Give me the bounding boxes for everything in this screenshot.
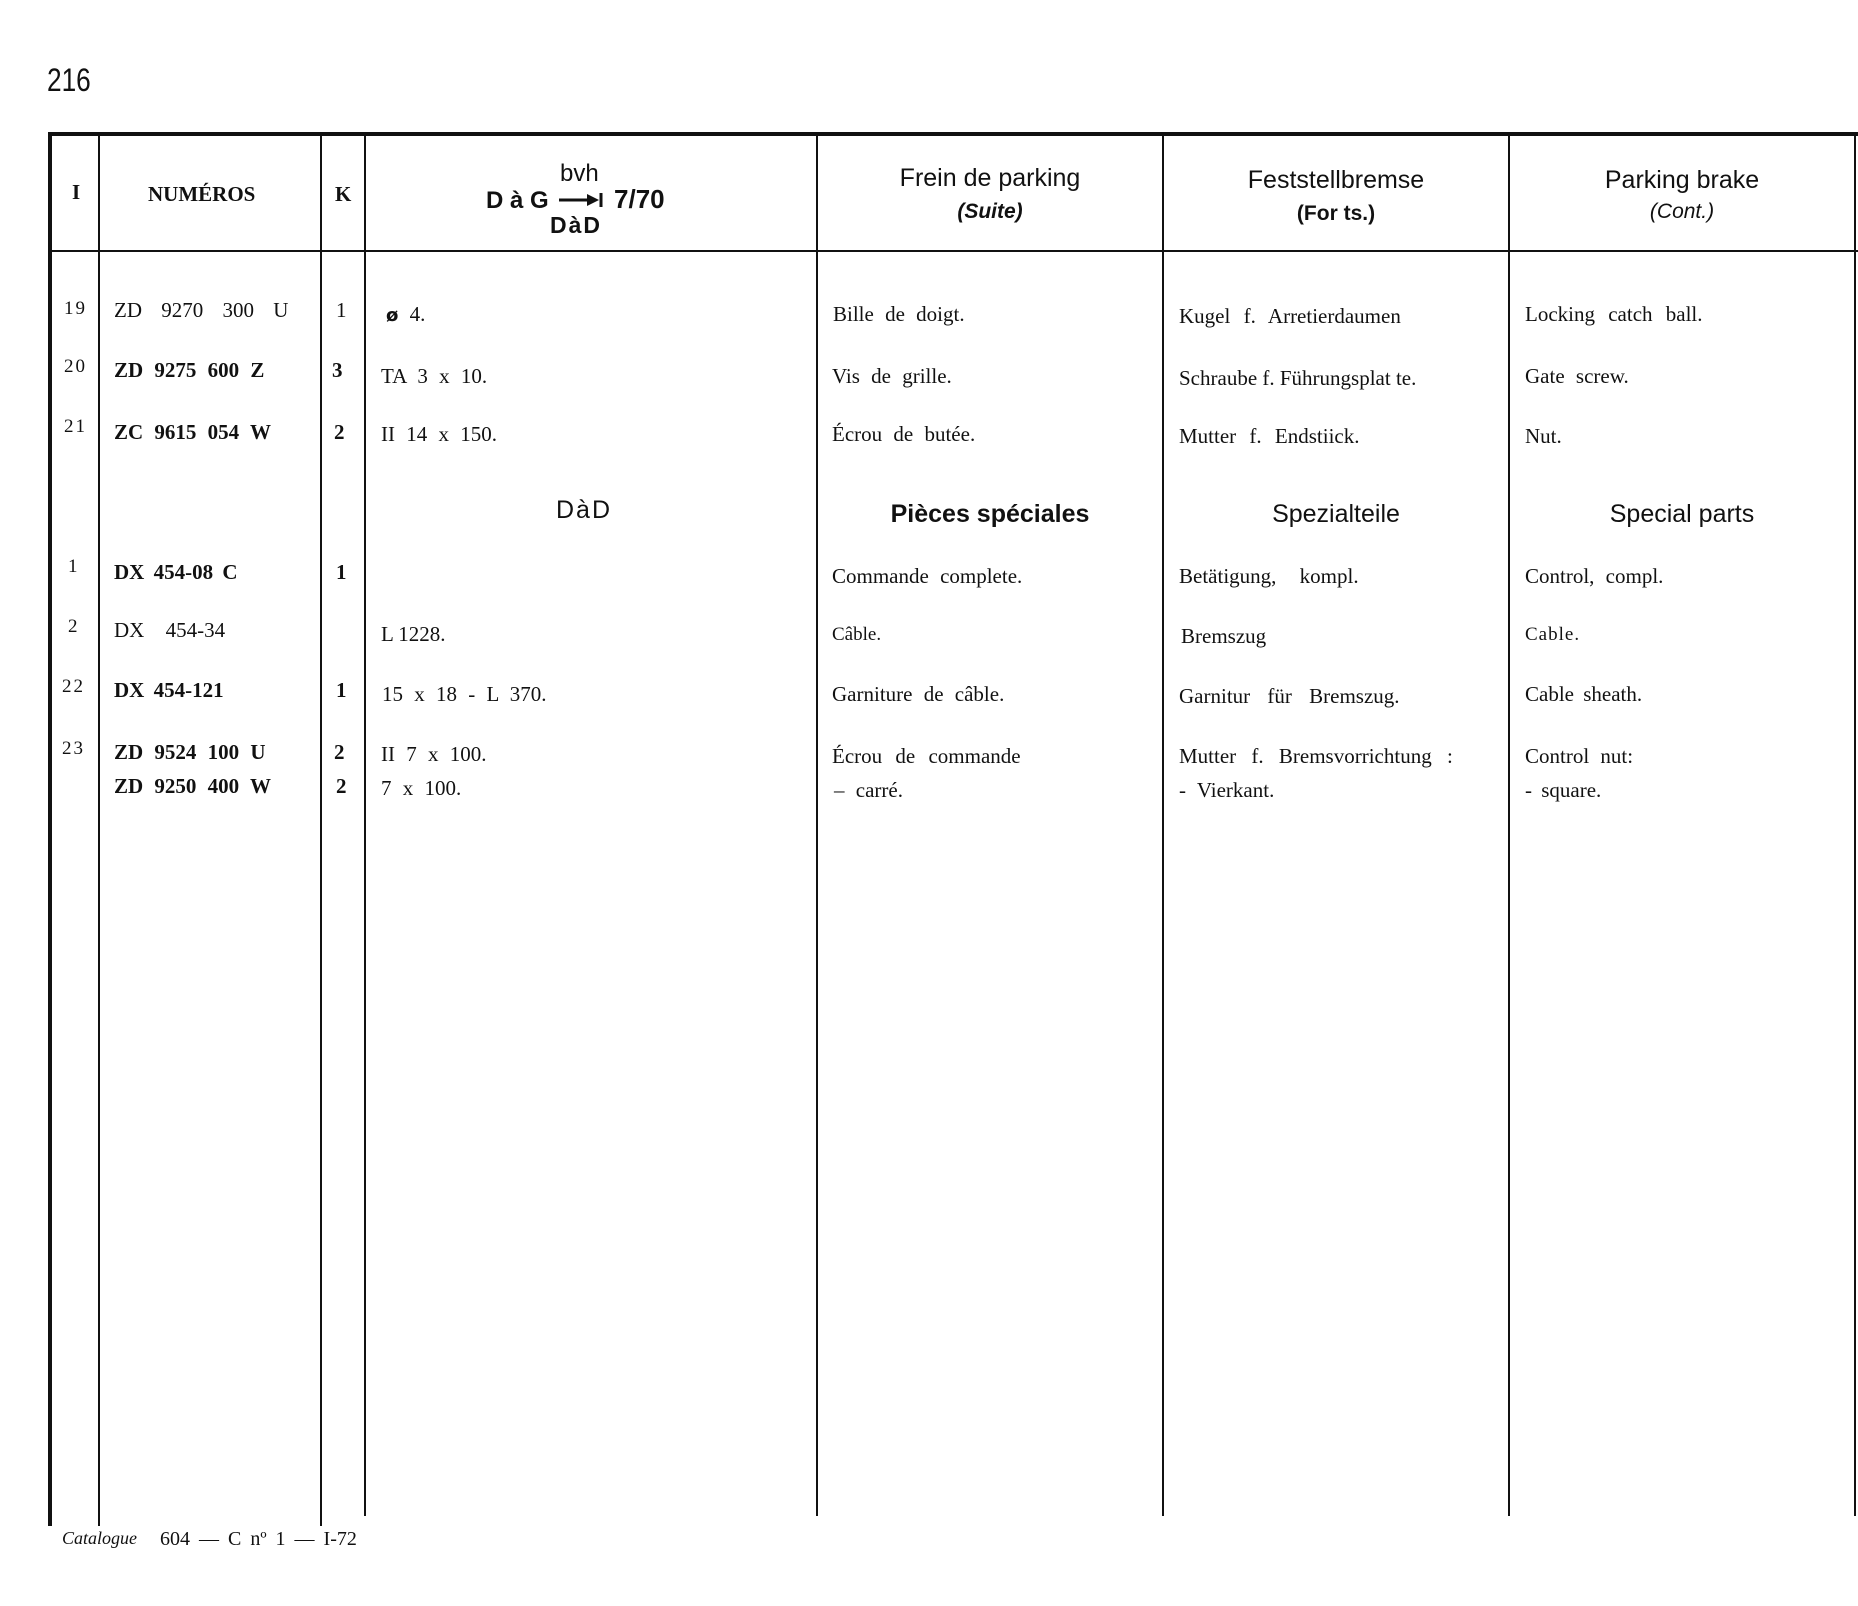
row-19-qty: 1 bbox=[336, 298, 347, 322]
row-21-de: Mutter f. Endstiick. bbox=[1179, 424, 1360, 448]
row-2-fr: Câble. bbox=[832, 624, 882, 645]
row-1-qty: 1 bbox=[336, 560, 347, 584]
row-23b-fr: – carré. bbox=[834, 778, 903, 802]
row-23b-spec: 7 x 100. bbox=[381, 776, 462, 800]
header-fr-title: Frein de parking bbox=[899, 164, 1081, 192]
col-rule-de bbox=[1162, 134, 1164, 1516]
footer-catalogue-ref: 604 — C nº 1 — I-72 bbox=[160, 1528, 357, 1550]
section-title-en: Special parts bbox=[1609, 500, 1755, 528]
row-22-index: 22 bbox=[62, 676, 85, 697]
row-22-en: Cable sheath. bbox=[1525, 682, 1643, 706]
row-20-ref: ZD 9275 600 Z bbox=[114, 358, 265, 382]
section-variant: DàD bbox=[556, 496, 613, 524]
row-23-de: Mutter f. Bremsvorrichtung : bbox=[1179, 744, 1453, 768]
header-en-sub: (Cont.) bbox=[1649, 200, 1715, 223]
row-19-index: 19 bbox=[64, 298, 87, 319]
row-22-ref: DX 454-121 bbox=[114, 678, 224, 702]
header-variant-mid bbox=[486, 184, 665, 216]
section-title-de: Spezialteile bbox=[1272, 500, 1400, 528]
row-19-fr: Bille de doigt. bbox=[833, 302, 965, 326]
header-qty: K bbox=[335, 182, 352, 206]
row-2-de: Bremszug bbox=[1181, 624, 1267, 648]
header-variant-top: bvh bbox=[560, 160, 599, 187]
col-rule-right bbox=[1854, 134, 1856, 1516]
row-22-fr: Garniture de câble. bbox=[832, 682, 1005, 706]
row-23-ref: ZD 9524 100 U bbox=[114, 740, 266, 764]
row-20-qty: 3 bbox=[332, 358, 343, 382]
row-2-en: Cable. bbox=[1525, 624, 1581, 645]
row-21-spec: II 14 x 150. bbox=[381, 422, 497, 446]
col-rule-variant bbox=[364, 134, 366, 1516]
row-1-ref: DX 454-08 C bbox=[114, 560, 238, 584]
col-rule-fr bbox=[816, 134, 818, 1516]
header-numbers: NUMÉROS bbox=[148, 182, 256, 206]
row-21-ref: ZC 9615 054 W bbox=[114, 420, 272, 444]
header-de-sub: (For ts.) bbox=[1296, 202, 1376, 225]
row-20-fr: Vis de grille. bbox=[832, 364, 952, 388]
row-21-fr: Écrou de butée. bbox=[832, 422, 976, 446]
row-23-en: Control nut: bbox=[1525, 744, 1634, 768]
row-19-ref: ZD 9270 300 U bbox=[114, 298, 289, 322]
row-19-de: Kugel f. Arretierdaumen bbox=[1179, 304, 1401, 328]
diameter-icon: ø bbox=[386, 305, 399, 326]
header-variant-bottom: DàD bbox=[550, 212, 603, 238]
row-23-qty: 2 bbox=[334, 740, 345, 764]
row-23b-de: - Vierkant. bbox=[1179, 778, 1275, 802]
page-number: 216 bbox=[47, 62, 91, 98]
col-rule-qty bbox=[320, 134, 322, 1526]
row-19-spec-text: 4. bbox=[409, 302, 426, 326]
row-23b-en: - square. bbox=[1525, 778, 1602, 802]
row-2-index: 2 bbox=[68, 616, 80, 637]
row-21-en: Nut. bbox=[1525, 424, 1562, 448]
row-22-qty: 1 bbox=[336, 678, 347, 702]
row-22-spec: 15 x 18 - L 370. bbox=[382, 682, 547, 706]
header-variant-side-a: D à G bbox=[486, 187, 549, 214]
header-fr-sub: (Suite) bbox=[957, 200, 1023, 223]
row-19-spec bbox=[386, 302, 425, 327]
row-2-ref: DX 454-34 bbox=[114, 618, 226, 642]
footer-catalogue-label: Catalogue bbox=[62, 1528, 137, 1548]
row-20-de: Schraube f. Führungsplat te. bbox=[1179, 366, 1417, 390]
row-23b-qty: 2 bbox=[336, 774, 347, 798]
row-19-en: Locking catch ball. bbox=[1525, 302, 1703, 326]
row-20-spec: TA 3 x 10. bbox=[381, 364, 488, 388]
row-20-en: Gate screw. bbox=[1525, 364, 1629, 388]
row-21-qty: 2 bbox=[334, 420, 345, 444]
header-variant-date: 7/70 bbox=[614, 184, 665, 214]
header-de-title: Feststellbremse bbox=[1247, 166, 1425, 194]
header-index: I bbox=[72, 180, 81, 204]
col-rule-left bbox=[48, 134, 52, 1526]
section-title-fr: Pièces spéciales bbox=[890, 500, 1090, 528]
row-20-index: 20 bbox=[64, 356, 87, 377]
row-21-index: 21 bbox=[64, 416, 87, 437]
row-23-fr: Écrou de commande bbox=[832, 744, 1021, 768]
col-rule-numbers bbox=[98, 134, 100, 1526]
row-23b-ref: ZD 9250 400 W bbox=[114, 774, 272, 798]
row-23-index: 23 bbox=[62, 738, 85, 759]
col-rule-en bbox=[1508, 134, 1510, 1516]
row-1-en: Control, compl. bbox=[1525, 564, 1664, 588]
row-22-de: Garnitur für Bremszug. bbox=[1179, 684, 1400, 708]
row-1-de: Betätigung, kompl. bbox=[1179, 564, 1359, 588]
row-2-spec: L 1228. bbox=[381, 622, 446, 646]
row-1-fr: Commande complete. bbox=[832, 564, 1023, 588]
row-1-index: 1 bbox=[68, 556, 80, 577]
row-23-spec: II 7 x 100. bbox=[381, 742, 487, 766]
header-en-title: Parking brake bbox=[1604, 166, 1760, 194]
